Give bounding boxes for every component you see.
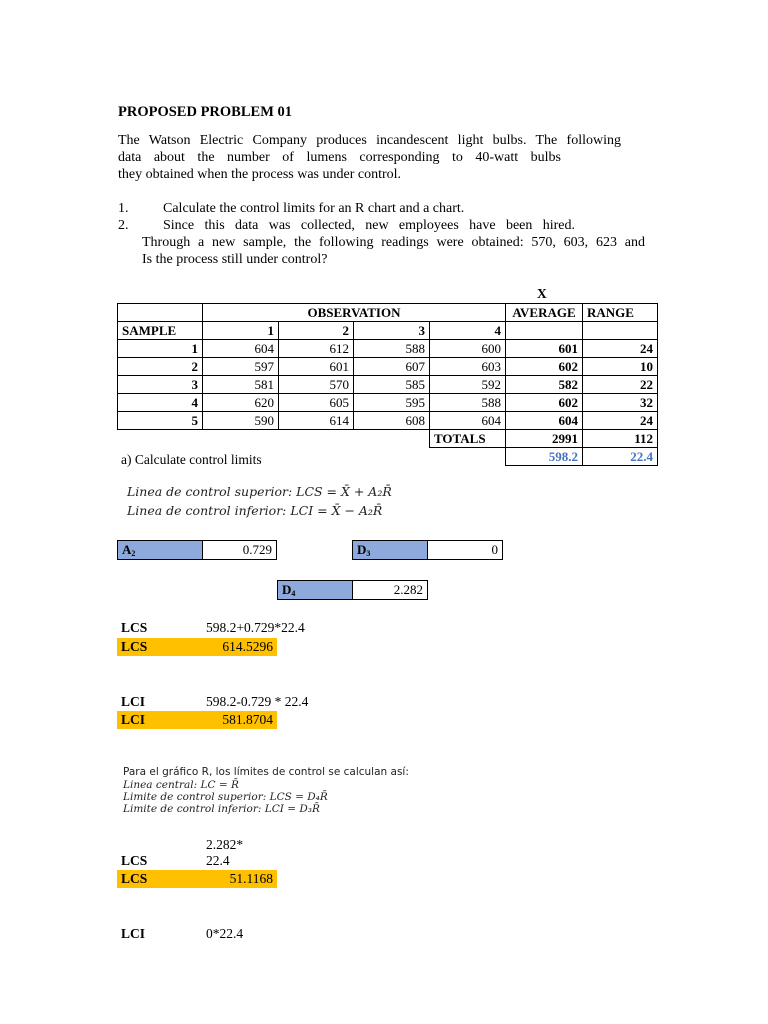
xbar-lcs-result-row <box>117 638 277 656</box>
xbar-lcs-result-label: LCS <box>121 639 148 654</box>
average-cell: 604 <box>506 412 583 430</box>
obs-col-2: 2 <box>279 322 354 340</box>
r-lcs-label: LCS <box>121 853 148 868</box>
question-1-text: Calculate the control limits for an R chart and a chart. <box>163 201 465 216</box>
average-header: AVERAGE <box>506 304 583 322</box>
sample-cell: 3 <box>118 376 203 394</box>
obs-cell: 592 <box>430 376 506 394</box>
obs-cell: 608 <box>354 412 430 430</box>
d3-value-cell: 0 <box>427 540 503 560</box>
obs-cell: 570 <box>279 376 354 394</box>
a2-value-cell: 0.729 <box>202 540 277 560</box>
question-2-text: Since this data was collected, new employees have been hired. <box>163 218 575 233</box>
xbar-lcs-label: LCS <box>121 620 148 635</box>
totals-average: 2991 <box>506 430 583 448</box>
intro-line-2: data about the number of lumens corresponding to 40-watt bulbs <box>118 150 561 165</box>
average-cell: 602 <box>506 358 583 376</box>
obs-col-4: 4 <box>430 322 506 340</box>
r-lcs-expression-line2: 22.4 <box>206 853 230 868</box>
sample-header: SAMPLE <box>118 322 203 340</box>
obs-col-1: 1 <box>203 322 279 340</box>
range-cell: 10 <box>583 358 658 376</box>
obs-cell: 585 <box>354 376 430 394</box>
question-2-number: 2. <box>118 218 129 233</box>
average-cell: 582 <box>506 376 583 394</box>
question-2-readings: Through a new sample, the following readings were obtained: 570, 603, 623 and <box>142 235 645 250</box>
xbar-lci-result-row <box>117 711 277 729</box>
intro-line-3: they obtained when the process was under control. <box>118 167 402 182</box>
xbar-lcs-expression: 598.2+0.729*22.4 <box>206 620 305 635</box>
obs-col-3: 3 <box>354 322 430 340</box>
obs-cell: 607 <box>354 358 430 376</box>
range-header: RANGE <box>583 304 658 322</box>
obs-cell: 603 <box>430 358 506 376</box>
obs-cell: 604 <box>203 340 279 358</box>
d3-label: D <box>357 542 367 557</box>
average-cell: 602 <box>506 394 583 412</box>
average-cell: 601 <box>506 340 583 358</box>
table-row <box>118 376 658 394</box>
r-lcs-result-label: LCS <box>121 871 148 886</box>
table-row <box>118 358 658 376</box>
question-2-ask: Is the process still under control? <box>142 252 328 267</box>
question-1-number: 1. <box>118 201 129 216</box>
obs-cell: 588 <box>354 340 430 358</box>
table-header-row <box>118 304 658 322</box>
table-row <box>118 394 658 412</box>
r-lci-label: LCI <box>121 926 146 941</box>
obs-cell: 590 <box>203 412 279 430</box>
mean-average: 598.2 <box>506 448 583 466</box>
totals-range: 112 <box>583 430 658 448</box>
r-chart-intro: Para el gráfico R, los límites de control se calculan así: <box>123 766 409 778</box>
table-row <box>118 412 658 430</box>
a2-label-cell <box>117 540 203 560</box>
r-chart-lower: Limite de control inferior: LCI = D₃R̄ <box>123 803 320 815</box>
obs-cell: 588 <box>430 394 506 412</box>
r-lcs-result-row <box>117 870 277 888</box>
xbar-lci-label: LCI <box>121 694 146 709</box>
a2-subscript: 2 <box>131 549 136 558</box>
range-cell: 22 <box>583 376 658 394</box>
d3-label-cell <box>352 540 428 560</box>
section-a-heading: a) Calculate control limits <box>121 452 262 467</box>
page-title: PROPOSED PROBLEM 01 <box>118 104 293 120</box>
obs-cell: 581 <box>203 376 279 394</box>
observation-header: OBSERVATION <box>279 304 430 322</box>
r-lcs-result: 51.1168 <box>229 871 273 886</box>
sample-cell: 4 <box>118 394 203 412</box>
r-chart-upper: Limite de control superior: LCS = D₄R̄ <box>123 791 328 803</box>
range-cell: 32 <box>583 394 658 412</box>
formula-xbar-lower: Linea de control inferior: LCI = X̄ − A₂R̄ <box>127 503 383 518</box>
xbar-lci-result: 581.8704 <box>222 712 273 727</box>
xbar-lci-result-label: LCI <box>121 712 146 727</box>
r-chart-central: Linea central: LC = R̄ <box>123 779 239 791</box>
obs-cell: 612 <box>279 340 354 358</box>
range-cell: 24 <box>583 412 658 430</box>
table-subheader-row <box>118 322 658 340</box>
d4-subscript: 4 <box>291 589 296 598</box>
d3-subscript: 3 <box>366 549 371 558</box>
totals-row <box>118 430 658 448</box>
obs-cell: 620 <box>203 394 279 412</box>
obs-cell: 605 <box>279 394 354 412</box>
xbar-lcs-result: 614.5296 <box>222 639 273 654</box>
d4-value-cell: 2.282 <box>352 580 428 600</box>
r-lci-expression: 0*22.4 <box>206 926 244 941</box>
sample-cell: 5 <box>118 412 203 430</box>
d4-label: D <box>282 582 292 597</box>
xbar-lci-expression: 598.2-0.729 * 22.4 <box>206 694 309 709</box>
table-row <box>118 340 658 358</box>
sample-cell: 1 <box>118 340 203 358</box>
x-bar-label: X <box>537 286 547 301</box>
mean-range: 22.4 <box>583 448 658 466</box>
a2-label: A <box>122 542 132 557</box>
range-cell: 24 <box>583 340 658 358</box>
obs-cell: 600 <box>430 340 506 358</box>
obs-cell: 597 <box>203 358 279 376</box>
obs-cell: 614 <box>279 412 354 430</box>
intro-line-1: The Watson Electric Company produces incandescent light bulbs. The following <box>118 133 621 148</box>
obs-cell: 604 <box>430 412 506 430</box>
formula-xbar-upper: Linea de control superior: LCS = X̄ + A₂R̄ <box>127 484 392 499</box>
obs-cell: 601 <box>279 358 354 376</box>
r-lcs-expression-line1: 2.282* <box>206 837 244 852</box>
totals-label: TOTALS <box>430 430 506 448</box>
sample-cell: 2 <box>118 358 203 376</box>
d4-label-cell <box>277 580 353 600</box>
observations-table <box>117 303 658 466</box>
obs-cell: 595 <box>354 394 430 412</box>
